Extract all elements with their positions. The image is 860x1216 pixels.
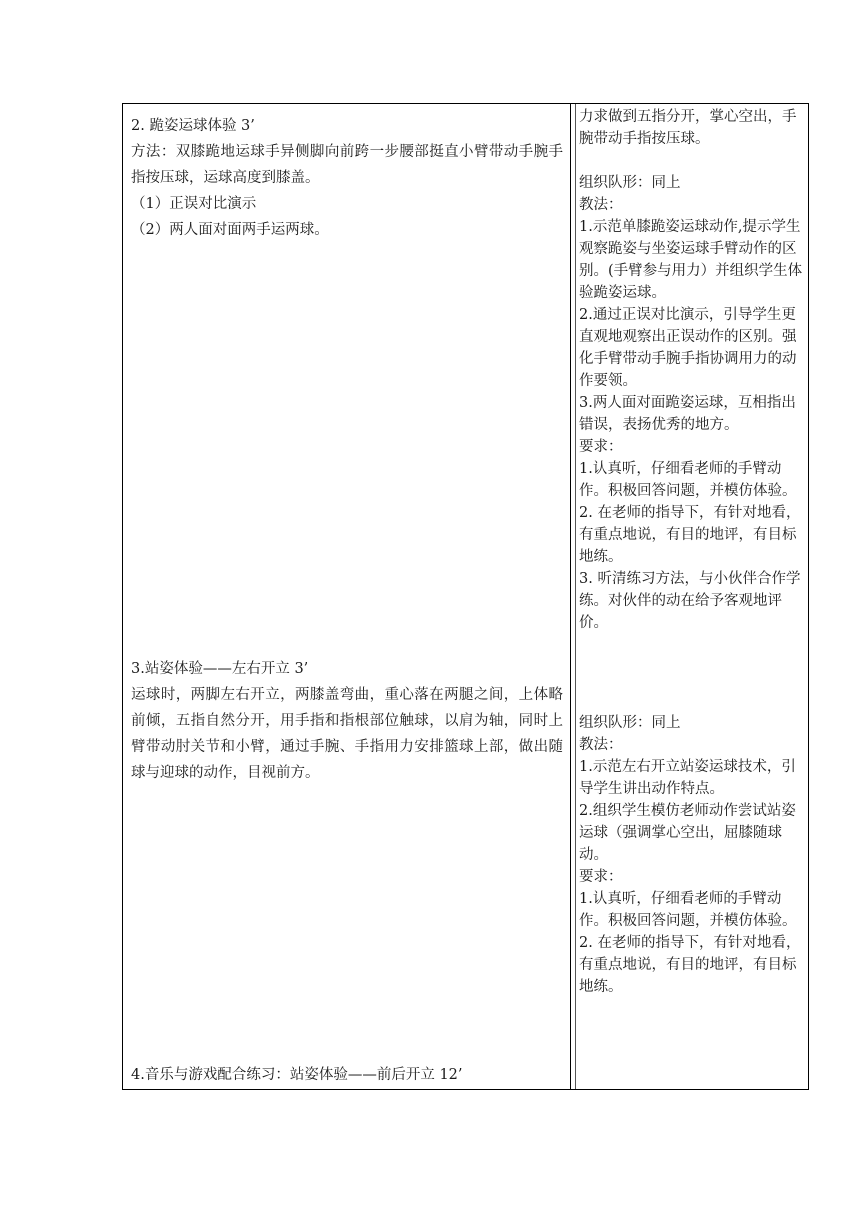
lesson-table	[122, 103, 809, 1090]
method-item: 3.两人面对面跪姿运球，互相指出错误，表扬优秀的地方。	[579, 395, 796, 433]
right-block-1	[579, 106, 803, 634]
method-label: 教法：	[579, 197, 623, 213]
column-divider-inner	[575, 104, 576, 1089]
section-standing-lr	[131, 656, 563, 786]
right-block-2	[579, 712, 803, 998]
intro-text: 力求做到五指分开，掌心空出，手腕带动手指按压球。	[579, 109, 797, 147]
list-item: （1）正误对比演示	[131, 196, 257, 212]
list-item: （2）两人面对面两手运两球。	[131, 222, 329, 238]
method-item: 1.示范左右开立站姿运球技术，引导学生讲出动作特点。	[579, 759, 796, 797]
method-label: 教法：	[579, 737, 623, 753]
section-method: 方法：双膝跪地运球手异侧脚向前跨一步腰部挺直小臂带动手腕手指按压球，运球高度到膝盖。	[131, 144, 563, 186]
section-title: 3.站姿体验——左右开立 3’	[131, 661, 309, 677]
requirement-item: 1.认真听，仔细看老师的手臂动作。积极回答问题，并模仿体验。	[579, 891, 797, 929]
section-title: 4.音乐与游戏配合练习：站姿体验——前后开立 12’	[131, 1067, 463, 1083]
section-kneeling	[131, 113, 563, 243]
requirement-label: 要求：	[579, 869, 623, 885]
column-divider	[570, 104, 571, 1089]
method-item: 1.示范单膝跪姿运球动作,提示学生观察跪姿与坐姿运球手臂动作的区别。(手臂参与用力）并组织学生体验跪姿运球。	[579, 219, 803, 301]
section-title: 2. 跪姿运球体验 3’	[131, 118, 255, 134]
method-item: 2.组织学生模仿老师动作尝试站姿运球（强调掌心空出，屈膝随球动。	[579, 803, 796, 863]
requirement-item: 2. 在老师的指导下，有针对地看，有重点地说，有目的地评，有目标地练。	[579, 505, 801, 565]
requirement-item: 1.认真听，仔细看老师的手臂动作。积极回答问题，并模仿体验。	[579, 461, 797, 499]
requirement-label: 要求：	[579, 439, 623, 455]
requirement-item: 2. 在老师的指导下，有针对地看，有重点地说，有目的地评，有目标地练。	[579, 935, 801, 995]
section-music-game	[131, 1062, 563, 1088]
formation-text: 组织队形：同上	[579, 715, 681, 731]
requirement-item: 3. 听清练习方法，与小伙伴合作学练。对伙伴的动在给予客观地评价。	[579, 571, 801, 631]
method-item: 2.通过正误对比演示，引导学生更直观地观察出正误动作的区别。强化手臂带动手腕手指协调用力的动作要领。	[579, 307, 797, 389]
section-desc: 运球时，两脚左右开立，两膝盖弯曲，重心落在两腿之间，上体略前倾，五指自然分开，用手指和指根部位触球，以肩为轴，同时上臂带动肘关节和小臂，通过手腕、手指用力安排篮球上部，做出随球与迎球的动作，目视前方。	[131, 687, 563, 781]
formation-text: 组织队形：同上	[579, 175, 681, 191]
